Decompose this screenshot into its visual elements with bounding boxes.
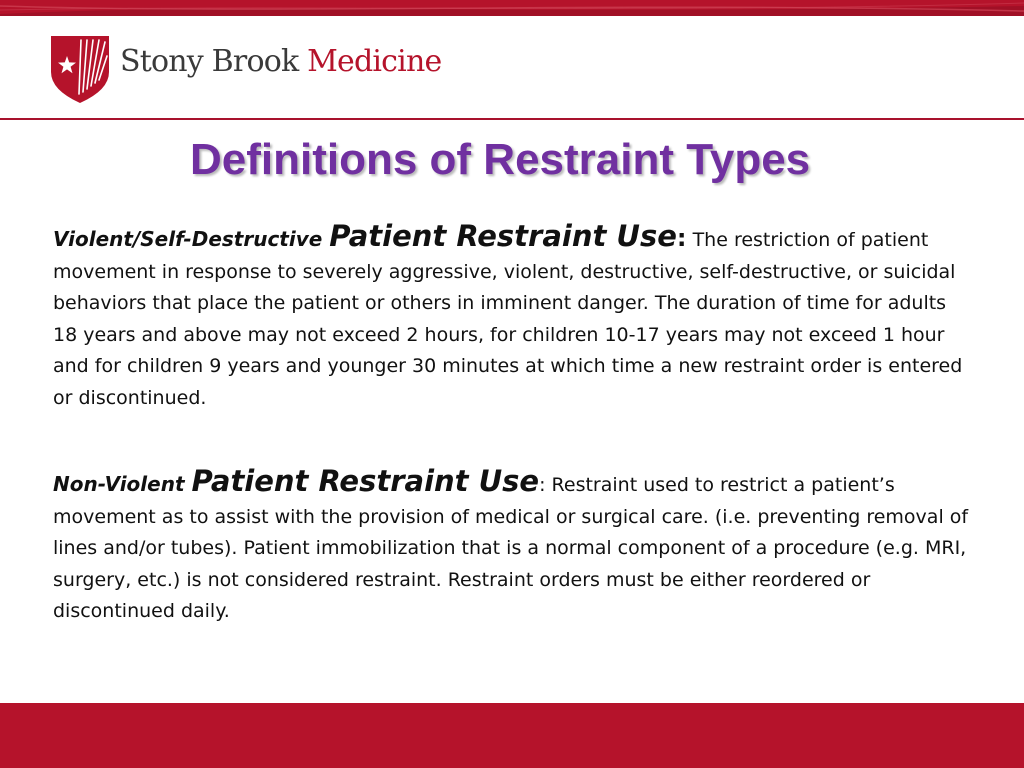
header-divider: [0, 118, 1024, 120]
slide-title: Definitions of Restraint Types: [190, 135, 811, 184]
term-nonviolent-colon: :: [539, 474, 546, 496]
term-violent-colon: :: [676, 224, 687, 252]
logo-name-part2: Medicine: [307, 44, 442, 79]
definition-non-violent: [53, 466, 973, 628]
term-nonviolent-label: Non-Violent: [53, 472, 192, 496]
logo-wordmark: [120, 44, 442, 79]
definition-nonviolent-text: Restraint used to restrict a patient’s movement as to assist with the provision of medical or surgical care. (i.e. preventing removal of lines and/or tubes). Patient immobilization that is a normal component of a procedure (e.g. MRI, surgery, etc.) is not considered restraint. Restraint orders must be either reordered or discontinued daily.: [53, 474, 969, 623]
term-violent-label: Violent/Self-Destructive: [53, 227, 330, 251]
shield-star-icon: [50, 34, 110, 104]
footer-banner: [0, 703, 1024, 768]
term-violent-heading: Patient Restraint Use: [329, 219, 677, 253]
definition-violent: [53, 221, 973, 415]
top-banner: [0, 0, 1024, 16]
term-nonviolent-heading: Patient Restraint Use: [191, 464, 540, 498]
logo-name-part1: Stony Brook: [120, 44, 308, 79]
definition-violent-text: The restriction of patient movement in response to severely aggressive, violent, destructive, self-destructive, or suicidal behaviors that place the patient or others in imminent danger. The duration of time for adults 18 years and above may not exceed 2 hours, for children 10-17 years may not exceed 1 hour and for children 9 years and younger 30 minutes at which time a new restraint order is entered or discontinued.: [53, 229, 963, 409]
